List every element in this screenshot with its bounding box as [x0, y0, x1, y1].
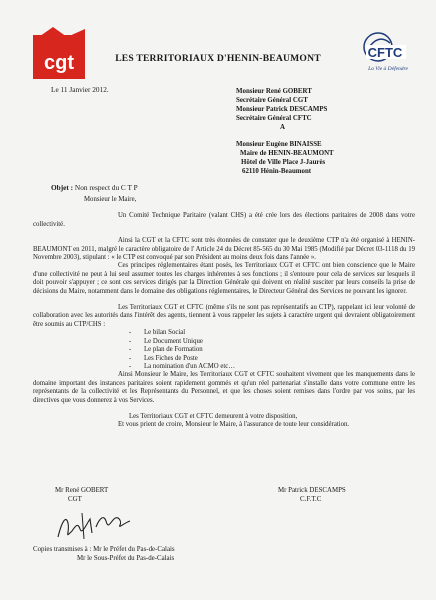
- recipients-block: [236, 87, 406, 176]
- recipient-line: Monsieur René GOBERT: [236, 88, 312, 95]
- signatory-right-org: C.F.T.C: [300, 496, 322, 503]
- copies-block: [33, 546, 175, 563]
- salutation: Monsieur le Maire,: [84, 196, 137, 203]
- list-item: - Les Fiches de Poste: [129, 355, 415, 363]
- letter-body: [33, 196, 415, 430]
- subject-line: [51, 183, 138, 192]
- closing-paragraph: Et vous prient de croire, Monsieur le Maire, à l'assurance de toute leur considération.: [118, 421, 350, 429]
- letter-date: Le 11 Janvier 2012.: [51, 85, 109, 94]
- cgt-logo-text: cgt: [44, 52, 74, 74]
- paragraph: Les Territoriaux CGT et CFTC demeurent à votre disposition,: [129, 412, 298, 420]
- cftc-logo-text: CFTC: [367, 45, 403, 60]
- list-item: - La nomination d'un ACMO etc…: [129, 363, 415, 371]
- list-item: - Le bilan Social: [129, 329, 415, 337]
- cftc-logo: [358, 27, 416, 77]
- copies-line: Mr le Sous-Préfet du Pas-de-Calais: [77, 554, 175, 562]
- addressee-line: Maire de HENIN-BEAUMONT: [240, 150, 334, 157]
- list-item: - Le Document Unique: [129, 338, 415, 346]
- paragraph: Ainsi Monsieur le Maire, les Territoriaux CGT et CFTC souhaitent vivement que les manquements dans le domaine important des instances paritaires soient rapidement gommés et qu'un réel partenariat s'installe dans votre commune entre les représentants de la collectivité et les Représentants du Personnel, et que les choses soient remises dans l'ordre par vos soins, par les directives que vous donnerez à vos Services.: [33, 371, 415, 404]
- list-item: - Le plan de Formation: [129, 346, 415, 354]
- addressee-line: Monsieur Eugène BINAISSE: [236, 141, 322, 148]
- signatory-left-org: CGT: [68, 496, 82, 503]
- signatory-left-name: Mr René GOBERT: [55, 487, 109, 494]
- cftc-slogan: La Vie à Défendre: [368, 66, 408, 72]
- recipient-separator: A: [280, 124, 285, 131]
- addressee-line: 62110 Hénin-Beaumont: [242, 168, 312, 175]
- subject-text: Non respect du C T P: [74, 183, 138, 192]
- agenda-list: [33, 329, 415, 371]
- paragraph: Ces principes réglementaires étant posés, les Territoriaux CGT et CFTC ont bien conscience que le Maire d'une collectivité ne peut à lui seul assumer toutes les charges inhérentes à ses fonctions ; il s'entoure pour cela de services sur lesquels il doit pouvoir s'appuyer ; ce sont ces services dirigés par la Direction Générale qui doivent en réalité susciter par leurs conseils la prise de décisions du Maire, notamment dans le domaine des obligations réglementaires, le Directeur Général des Services ne pouvant les ignorer.: [33, 262, 415, 295]
- recipient-line: Secrétaire Général CFTC: [236, 115, 312, 122]
- recipient-line: Monsieur Patrick DESCAMPS: [236, 106, 328, 113]
- subject-label: Objet :: [51, 183, 74, 192]
- handwritten-signature: [52, 503, 142, 543]
- paragraph: Les Territoriaux CGT et CFTC (même s'ils ne sont pas représentatifs au CTP), rappelant ici leur volonté de collaboration avec les autorités dans l'intérêt des agents, tiennent à vous rappeler les sujets à caractère urgent qui devraient obligatoirement être soumis au CTP/CHS :: [33, 304, 415, 328]
- copies-line: Copies transmises à : Mr le Préfet du Pas-de-Calais: [33, 546, 175, 553]
- addressee-line: Hôtel de Ville Place J-Jaurès: [241, 159, 326, 166]
- paragraph: Ainsi la CGT et la CFTC sont très étonnées de constater que le deuxième CTP n'a été organisé à HENIN-BEAUMONT en 2011, malgré le caractère obligatoire de l' Article 24 du Décret 85-565 du 30 Mai 1985 (Modifié par Décret 03-1118 du 19 Novembre 2003), stipulant : « le CTP est convoqué par son Président au moins deux fois dans l'année ».: [33, 237, 415, 262]
- paragraph: Un Comité Technique Paritaire (valant CHS) a été crée lors des élections paritaires de 2008 dans votre collectivité.: [33, 212, 415, 228]
- letterhead-title: LES TERRITORIAUX D'HENIN-BEAUMONT: [115, 53, 321, 64]
- signatory-right-name: Mr Patrick DESCAMPS: [278, 487, 346, 494]
- recipient-line: Secrétaire Général CGT: [236, 97, 308, 104]
